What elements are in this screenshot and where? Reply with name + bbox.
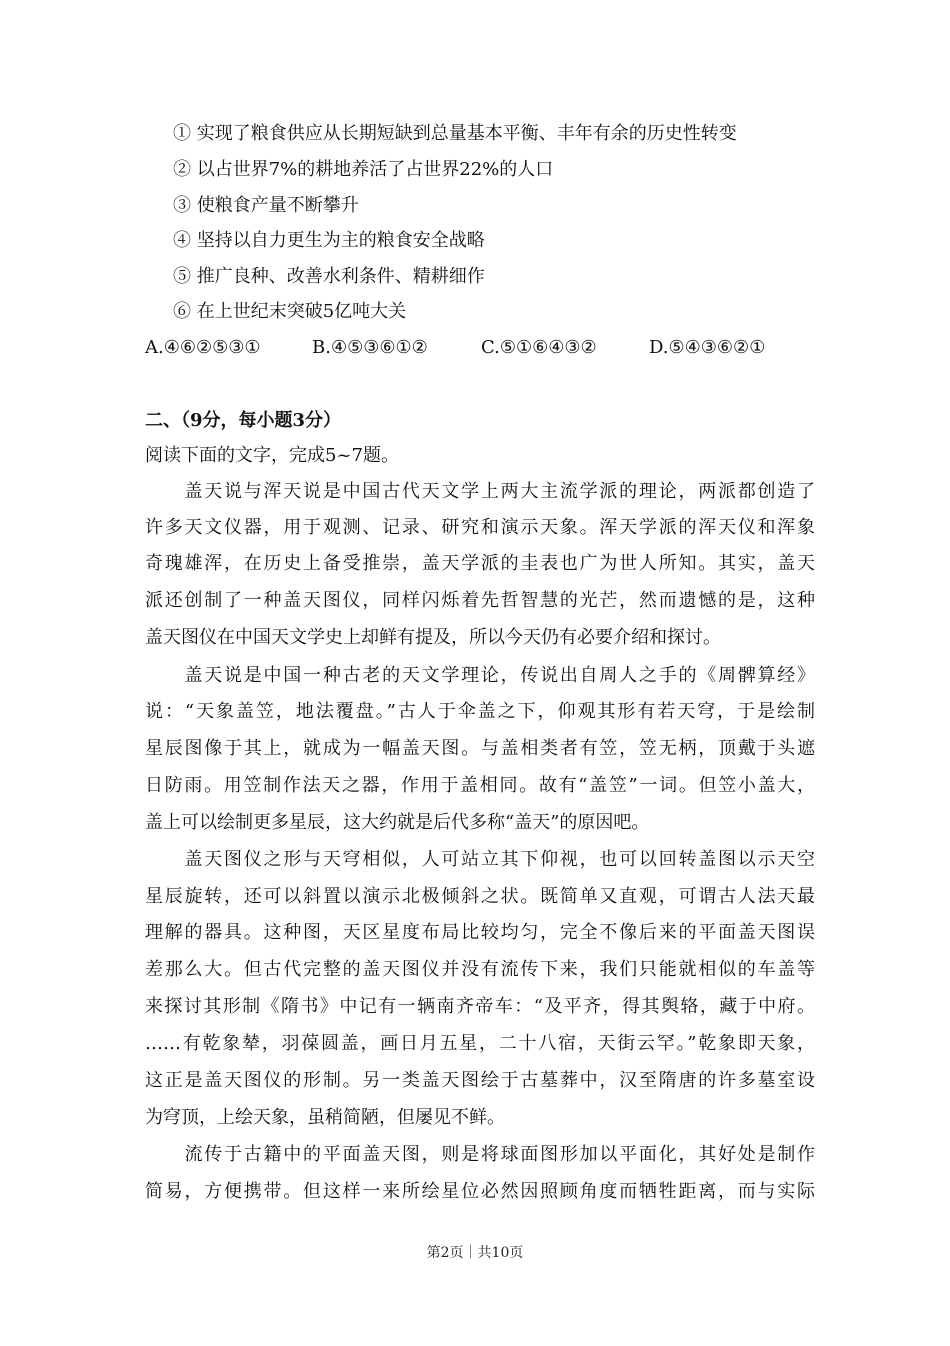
- passage-line: 盖天图仪之形与天穹相似，人可站立其下仰视，也可以回转盖图以示天空: [145, 849, 815, 870]
- choice-c: C.⑤①⑥④③②: [481, 337, 597, 358]
- choice-d: D.⑤④③⑥②①: [649, 337, 766, 358]
- option-6: ⑥ 在上世纪末突破5亿吨大关: [173, 301, 407, 322]
- section-instruction: 阅读下面的文字，完成5~7题。: [145, 445, 399, 466]
- passage-line: 来探讨其形制《隋书》中记有一辆南齐帝车：“及平齐，得其舆辂，藏于中府。: [145, 996, 815, 1017]
- choice-b: B.④⑤③⑥①②: [312, 337, 428, 358]
- passage-line: 日防雨。用笠制作法天之器，作用于盖相同。故有“盖笠”一词。但笠小盖大，: [145, 775, 815, 796]
- section-heading: 二、（9分，每小题3分）: [145, 410, 342, 431]
- passage-line: 派还创制了一种盖天图仪，同样闪烁着先哲智慧的光芒，然而遗憾的是，这种: [145, 590, 815, 611]
- passage-line: 星辰图像于其上，就成为一幅盖天图。与盖相类者有笠，笠无柄，顶戴于头遮: [145, 738, 815, 759]
- passage-line: 许多天文仪器，用于观测、记录、研究和演示天象。浑天学派的浑天仪和浑象: [145, 517, 815, 538]
- passage-line: 差那么大。但古代完整的盖天图仪并没有流传下来，我们只能就相似的车盖等: [145, 959, 815, 980]
- answer-choices: [145, 336, 815, 360]
- passage-line: 理解的器具。这种图，天区星度布局比较均匀，完全不像后来的平面盖天图误: [145, 922, 815, 943]
- option-4: ④ 坚持以自力更生为主的粮食安全战略: [173, 230, 485, 251]
- page-footer: 第2页｜共10页: [426, 1245, 524, 1261]
- passage-line: 简易，方便携带。但这样一来所绘星位必然因照顾角度而牺牲距离，而与实际: [145, 1181, 815, 1202]
- option-3: ③ 使粮食产量不断攀升: [173, 195, 359, 216]
- option-1: ① 实现了粮食供应从长期短缺到总量基本平衡、丰年有余的历史性转变: [173, 123, 737, 144]
- passage-line: 盖天图仪在中国天文学史上却鲜有提及，所以今天仍有必要介绍和探讨。: [145, 627, 721, 648]
- option-2: ② 以占世界7%的耕地养活了占世界22%的人口: [173, 159, 554, 180]
- passage-line: 星辰旋转，还可以斜置以演示北极倾斜之状。既简单又直观，可谓古人法天最: [145, 886, 815, 907]
- passage-line: 说：“天象盖笠，地法覆盘。”古人于伞盖之下，仰观其形有若天穹，于是绘制: [145, 701, 815, 722]
- choice-a: A.④⑥②⑤③①: [145, 337, 261, 358]
- passage-line: 盖天说是中国一种古老的天文学理论，传说出自周人之手的《周髀算经》: [145, 665, 815, 686]
- passage-line: 盖上可以绘制更多星辰，这大约就是后代多称“盖天”的原因吧。: [145, 812, 650, 833]
- passage-line: 盖天说与浑天说是中国古代天文学上两大主流学派的理论，两派都创造了: [145, 481, 815, 502]
- passage-line: 这正是盖天图仪的形制。另一类盖天图绘于古墓葬中，汉至隋唐的许多墓室设: [145, 1070, 815, 1091]
- option-5: ⑤ 推广良种、改善水利条件、精耕细作: [173, 266, 485, 287]
- passage-line: 奇瑰雄浑，在历史上备受推崇，盖天学派的圭表也广为世人所知。其实，盖天: [145, 553, 815, 574]
- passage-line: 流传于古籍中的平面盖天图，则是将球面图形加以平面化，其好处是制作: [145, 1144, 815, 1165]
- passage-line: ……有乾象辇，羽葆圆盖，画日月五星，二十八宿，天街云罕。”乾象即天象，: [145, 1033, 815, 1054]
- passage-line: 为穹顶，上绘天象，虽稍简陋，但屡见不鲜。: [145, 1107, 505, 1128]
